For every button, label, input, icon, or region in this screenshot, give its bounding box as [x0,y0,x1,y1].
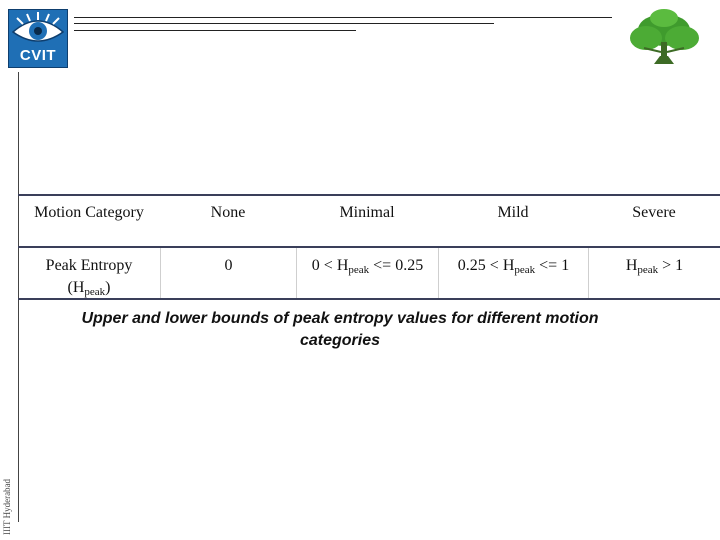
logo-text: CVIT [19,47,57,64]
header-cell-mild: Mild [497,204,529,221]
cell-severe-value: $H_{peak} > 1$ [588,248,720,298]
motion-table [18,194,720,300]
header-cell-severe: Severe [632,204,676,221]
header-cell-minimal: Minimal [339,204,395,221]
eye-icon [9,10,67,48]
header-cell-motion-category: Motion Category [34,204,144,221]
tree-logo-icon [624,8,704,70]
header-cell-none: None [210,204,246,221]
row-label-peak-entropy: Peak Entropy $(H_{peak})$ [45,257,133,298]
header-rule [74,30,356,31]
cvit-logo [8,9,68,68]
side-label: IIIT Hyderabad [2,478,12,535]
table-header-row [18,194,720,246]
cell-mild-value: $0.25 < H_{peak} <= 1$ [438,248,588,298]
header-rule [74,17,612,18]
table-caption: Upper and lower bounds of peak entropy values for different motion categories [81,310,599,349]
cell-minimal-value: $0 < H_{peak} <= 0.25$ [296,248,438,298]
cell-none-value: 0 [160,248,296,298]
header-rule [74,23,494,24]
table-row [18,246,720,300]
